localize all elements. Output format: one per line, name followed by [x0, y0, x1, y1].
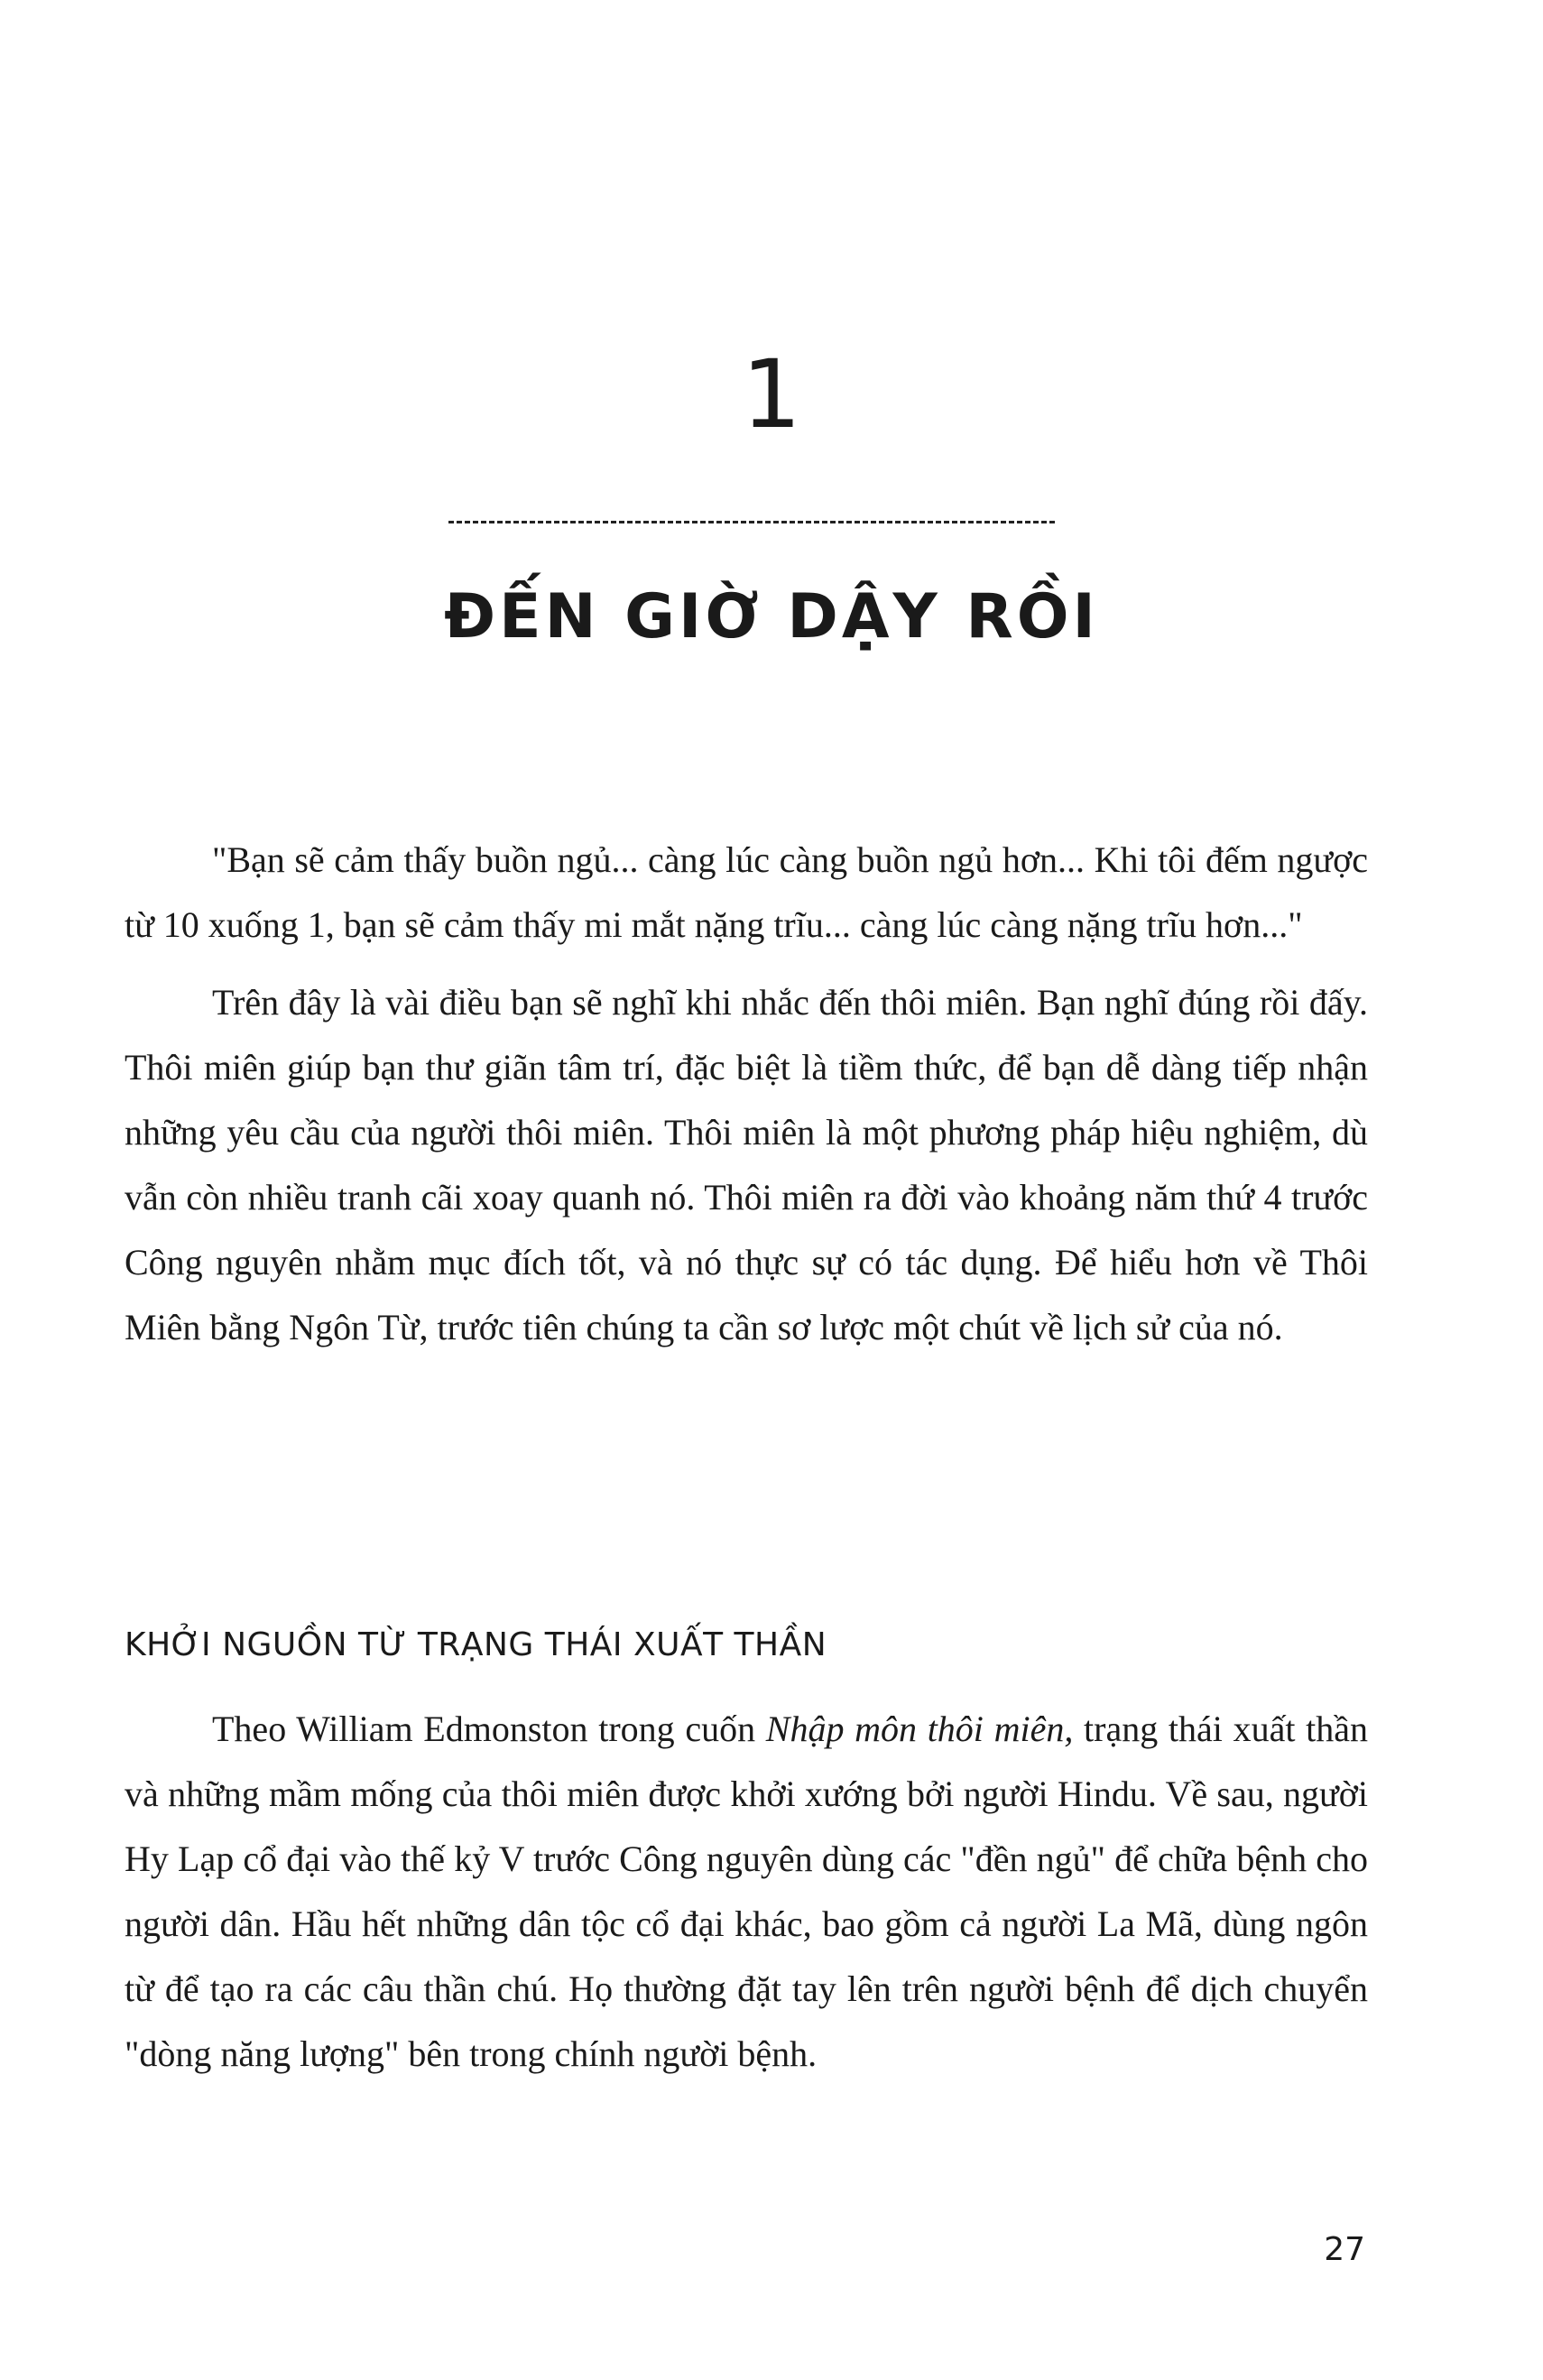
book-title: Nhập môn thôi miên,	[765, 1709, 1074, 1749]
section-block	[125, 1697, 1368, 2099]
intro-paragraph: Trên đây là vài điều bạn sẽ nghĩ khi nhắc đến thôi miên. Bạn nghĩ đúng rồi đấy. Thôi miên giúp bạn thư giãn tâm trí, đặc biệt là tiềm thức, để bạn dễ dàng tiếp nhận những yêu cầu của người thôi miên. Thôi miên là một phương pháp hiệu nghiệm, dù vẫn còn nhiều tranh cãi xoay quanh nó. Thôi miên ra đời vào khoảng năm thứ 4 trước Công nguyên nhằm mục đích tốt, và nó thực sự có tác dụng. Để hiểu hơn về Thôi Miên bằng Ngôn Từ, trước tiên chúng ta cần sơ lược một chút về lịch sử của nó.	[125, 982, 1368, 1347]
chapter-title: ĐẾN GIỜ DẬY RỒI	[444, 581, 1099, 653]
chapter-number: 1	[741, 339, 802, 449]
intro-quote: "Bạn sẽ cảm thấy buồn ngủ... càng lúc càng buồn ngủ hơn... Khi tôi đếm ngược từ 10 xuống 1, bạn sẽ cảm thấy mi mắt nặng trĩu... càng lúc càng nặng trĩu hơn..."	[125, 839, 1368, 945]
section-paragraph-rest: trạng thái xuất thần và những mầm mống của thôi miên được khởi xướng bởi người Hindu. Về sau, người Hy Lạp cổ đại vào thế kỷ V trước Công nguyên dùng các "đền ngủ" để chữa bệnh cho người dân. Hầu hết những dân tộc cổ đại khác, bao gồm cả người La Mã, dùng ngôn từ để tạo ra các câu thần chú. Họ thường đặt tay lên trên người bệnh để dịch chuyển "dòng năng lượng" bên trong chính người bệnh.	[125, 1709, 1368, 2074]
chapter-divider	[448, 521, 1055, 523]
page-number: 27	[1324, 2231, 1365, 2268]
section-heading: KHỞI NGUỒN TỪ TRẠNG THÁI XUẤT THẦN	[125, 1626, 827, 1663]
intro-block	[125, 828, 1368, 1373]
section-paragraph-start: Theo William Edmonston trong cuốn	[212, 1709, 766, 1749]
section-paragraph	[125, 1697, 1368, 2087]
